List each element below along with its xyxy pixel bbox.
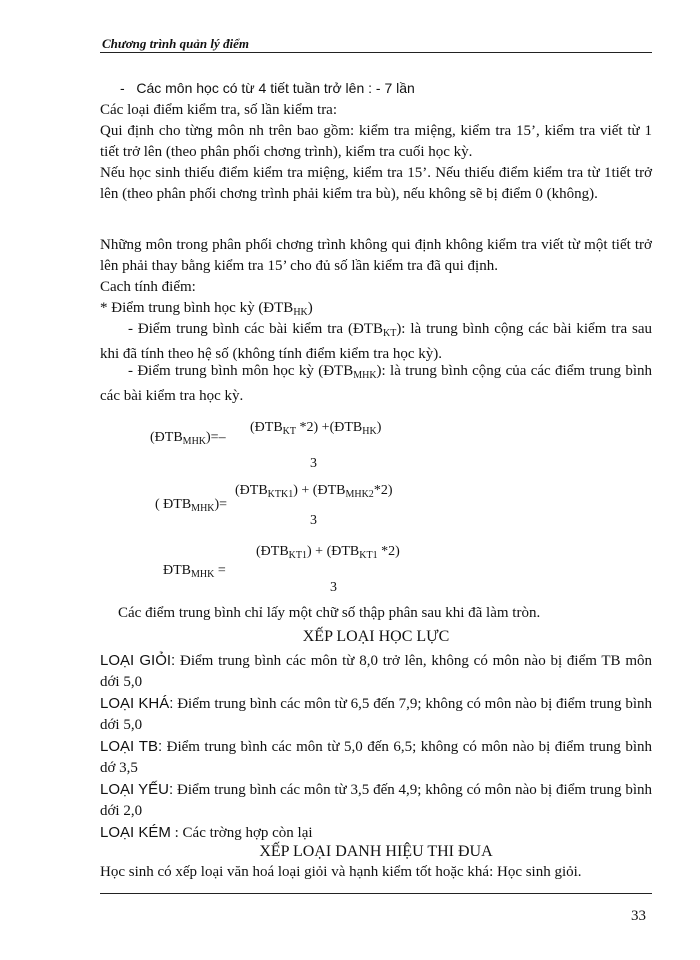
rounding-note: Các điểm trung bình chỉ lấy một chữ số thập phân sau khi đã làm tròn. [118, 605, 541, 621]
semester-avg-line: * Điểm trung bình học kỳ $(ĐTB_{HK})$ [100, 300, 313, 318]
academic-title: XẾP LOẠI HỌC LỰC [302, 628, 450, 645]
formula-1-denominator: 3 [310, 456, 317, 471]
grade-yeu: LOẠI YẾU: Điểm trung bình các môn từ 3,5 đến 4,9; không có môn nào bị điểm trung bình dới 2,0 [100, 781, 652, 819]
grade-kha: LOẠI KHÁ: Điểm trung bình các môn từ 6,5 đến 7,9; không có môn nào bị điểm trung bình dới 5,0 [100, 695, 652, 733]
formula-2-numerator: $(ĐTB_{KTK1})$ + $(ĐTB_{MHK2}*2)$ [235, 483, 393, 500]
formula-3-denominator: 3 [330, 580, 337, 595]
bullet-line: - Các môn học có từ 4 tiết tuần trở lên : - 7 lần [120, 80, 415, 96]
header-rule [100, 52, 652, 53]
bullet-dash: - [120, 80, 137, 96]
formula-3-numerator: $(ĐTB_{KT1})$ + ($ĐTB_{KT1}$ *2) [256, 544, 400, 561]
formula-3-lhs: $ĐTB_{MHK}$ = [163, 563, 226, 580]
grade-tb: LOẠI TB: Điểm trung bình các môn từ 5,0 đến 6,5; không có môn nào bị điểm trung bình dớ 3,5 [100, 738, 652, 776]
rule-paragraph: Qui định cho từng môn nh trên bao gồm: kiểm tra miệng, kiểm tra 15’, kiểm tra viết từ 1 tiết trở lên (theo phân phối chơng trình), kiểm tra cuối học kỳ. [100, 123, 652, 160]
missing-paragraph: Nếu học sinh thiếu điểm kiểm tra miệng, kiểm tra 15’. Nếu thiếu điểm kiểm tra từ 1tiết trở lên (theo phân phối chơng trình phải kiểm tra bù), nếu không sẽ bị điểm 0 (không). [100, 165, 652, 202]
formula-2-lhs: ( $ĐTB_{MHK})=$ [155, 497, 228, 514]
formula-1-numerator: ($ĐTB_{KT}$ $*2) +(ĐTB_{HK})$ [250, 420, 382, 437]
page-number: 33 [631, 908, 646, 924]
formula-1-lhs: $(ĐTB_{MHK})=-$ [150, 430, 226, 447]
subjects-paragraph: Những môn trong phân phối chơng trình không qui định không kiểm tra viết từ một tiết trở lên phải thay bằng kiểm tra 15’ cho đủ số lần kiểm tra đã qui định. [100, 237, 652, 274]
formula-2-denominator: 3 [310, 513, 317, 528]
grade-kem: LOẠI KÉM : Các trờng hợp còn lại [100, 824, 313, 841]
emulation-title: XẾP LOẠI DANH HIỆU THI ĐUA [259, 843, 493, 860]
kt-avg-paragraph: - Điểm trung bình các bài kiểm tra $(ĐTB_{KT})$: là trung bình cộng các bài kiểm tra sau khi đã tính theo hệ số (không tính điểm kiểm tra học kỳ). [100, 321, 652, 362]
emulation-line: Học sinh có xếp loại văn hoá loại giỏi và hạnh kiểm tốt hoặc khá: Học sinh giỏi. [100, 864, 582, 880]
footer-rule [100, 893, 652, 894]
subject-avg-paragraph: - Điểm trung bình môn học kỳ $(ĐTB_{MHK})$: là trung bình cộng của các điểm trung bình các bài kiểm tra học kỳ. [100, 363, 652, 404]
calc-heading: Cach tính điểm: [100, 279, 196, 295]
running-header: Chương trình quản lý điểm [102, 36, 249, 51]
grade-gioi: LOẠI GIỎI: Điểm trung bình các môn từ 8,0 trở lên, không có môn nào bị điểm TB môn dới 5,0 [100, 652, 652, 690]
types-heading: Các loại điểm kiểm tra, số lần kiểm tra: [100, 102, 338, 118]
